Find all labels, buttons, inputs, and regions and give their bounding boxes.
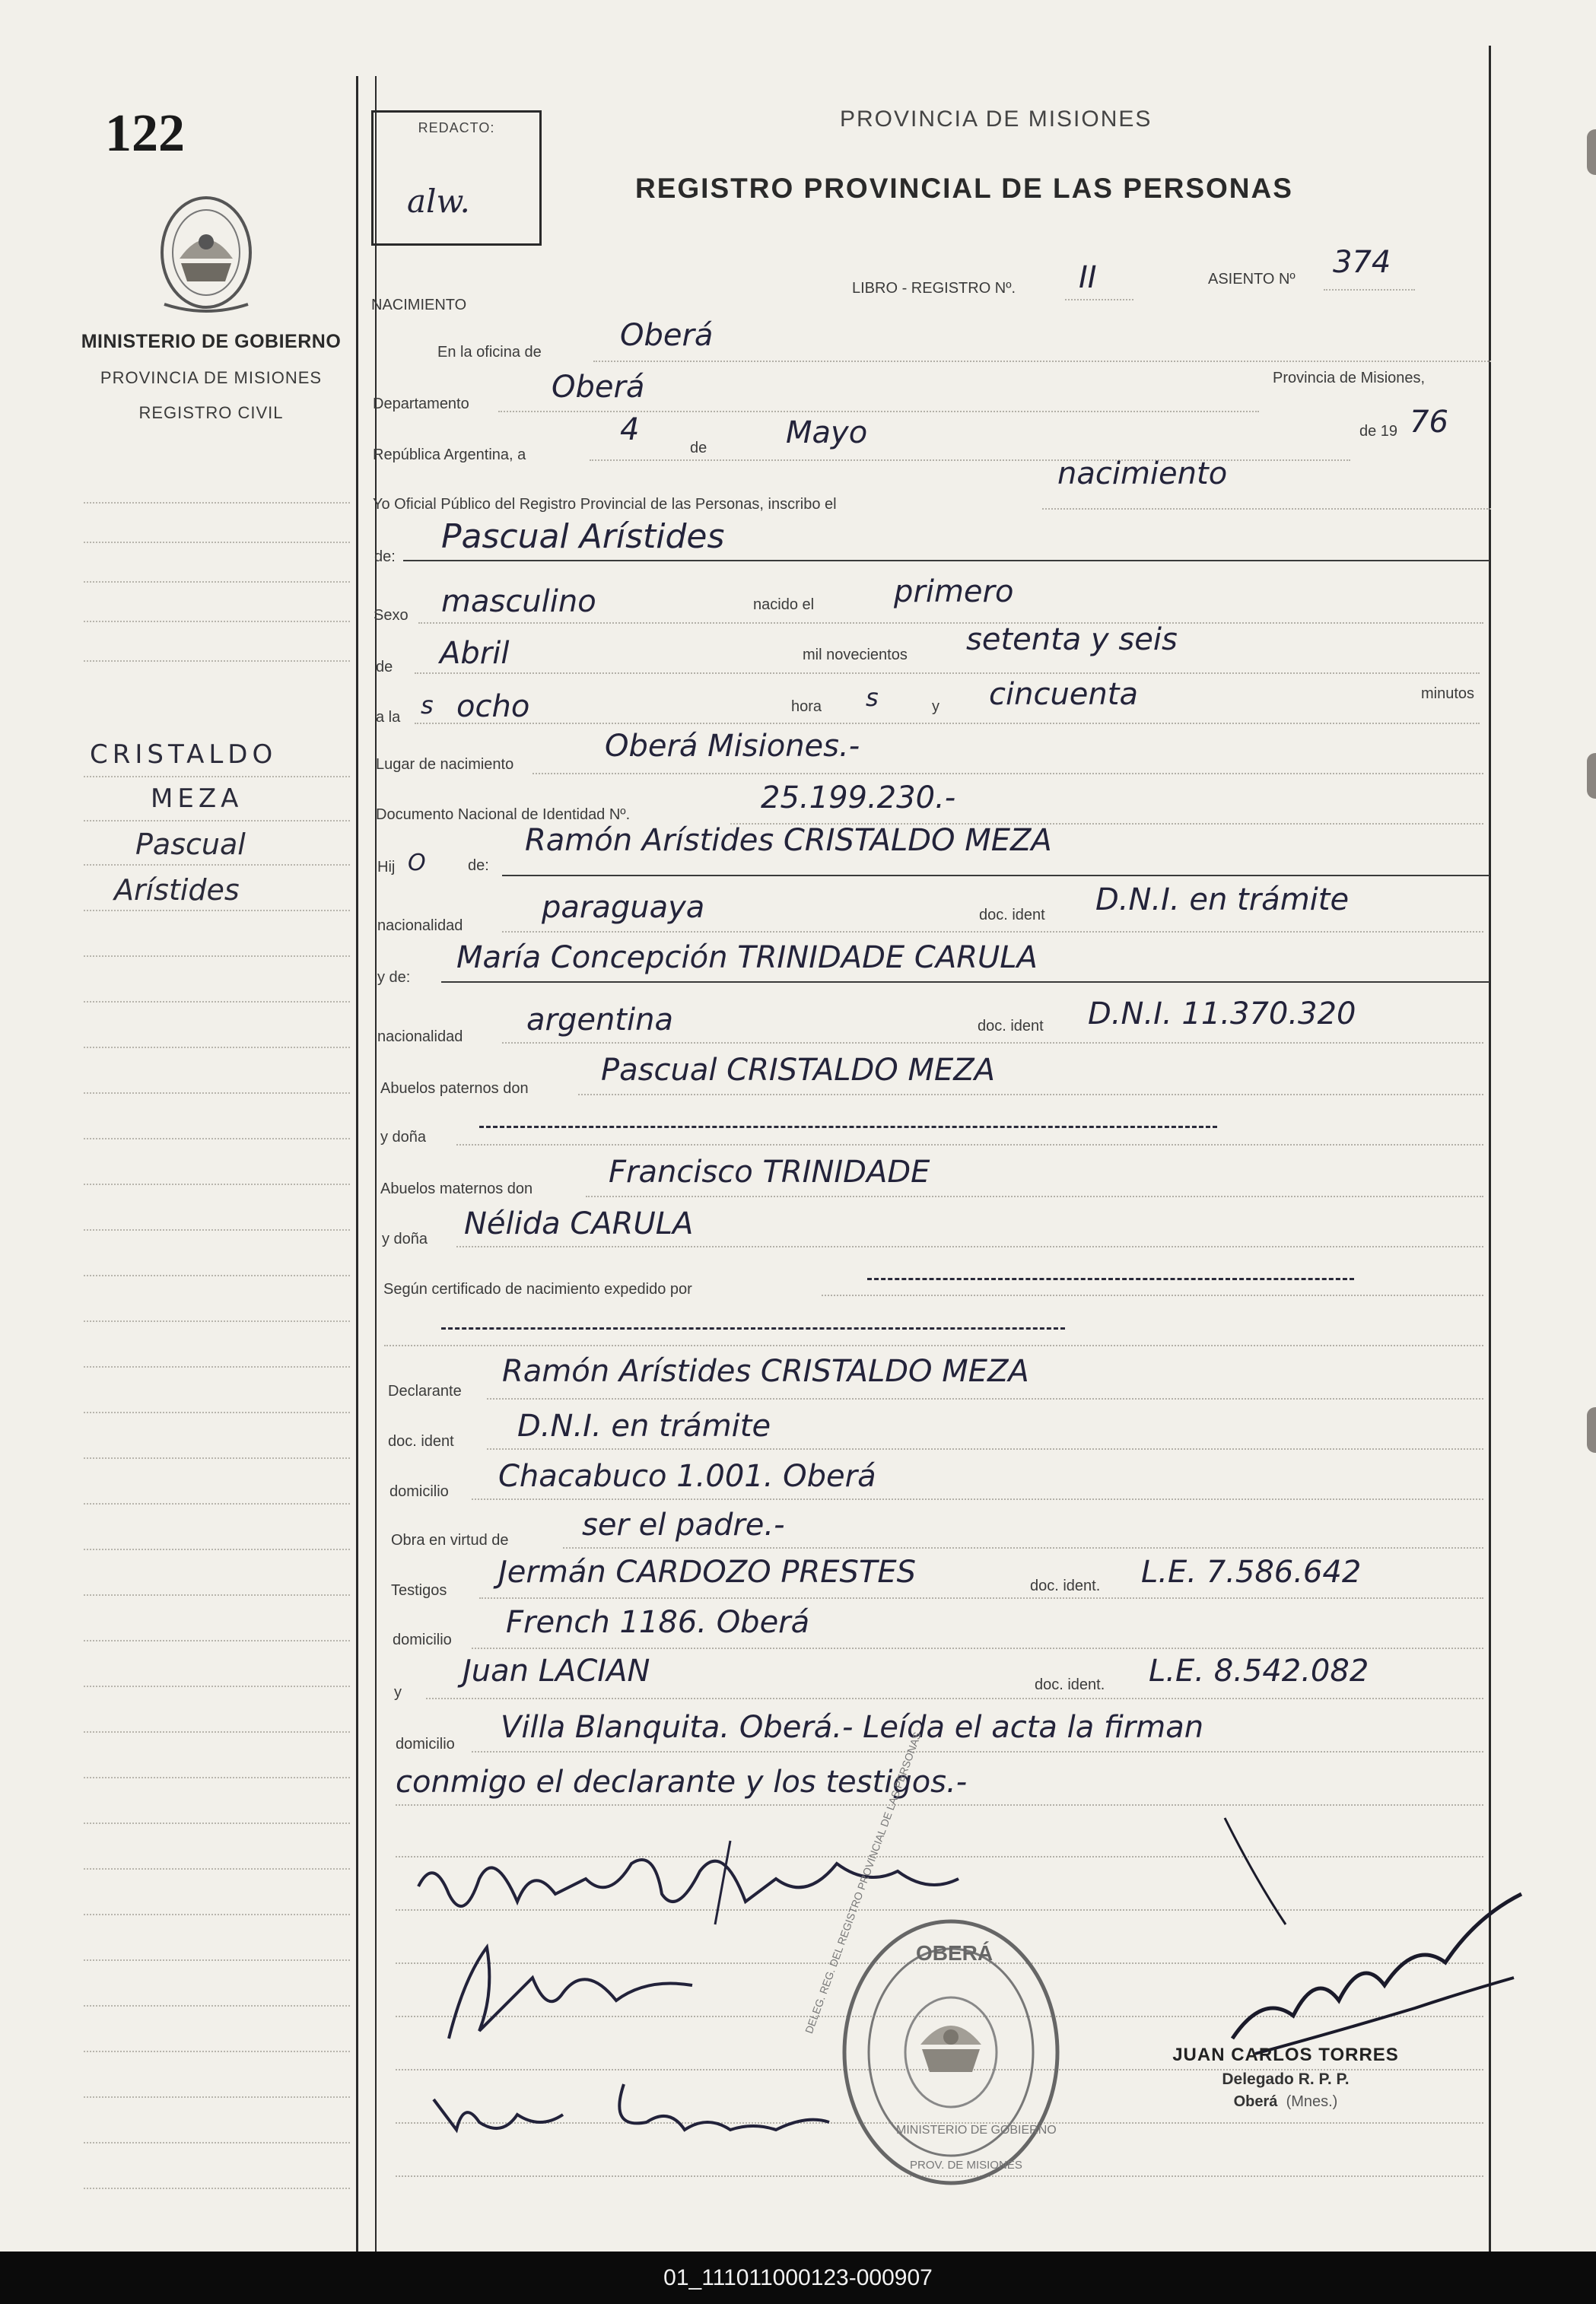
- domicilio2-value: French 1186. Oberá: [506, 1605, 810, 1640]
- nacido-label: nacido el: [753, 596, 815, 613]
- declarante-rule: [487, 1398, 1483, 1400]
- docid4-label: doc. ident.: [1030, 1578, 1101, 1594]
- official-city-line: [1141, 2093, 1430, 2111]
- de-label: de: [690, 440, 707, 456]
- docid3-rule: [487, 1448, 1483, 1450]
- y2-label: y: [394, 1684, 402, 1701]
- nac1-label: nacionalidad: [377, 917, 463, 934]
- month-value: Mayo: [786, 415, 868, 450]
- testigo1-value: Jermán CARDOZO PRESTES: [498, 1555, 917, 1590]
- closing-rule: [396, 1804, 1483, 1806]
- domicilio1-rule: [472, 1498, 1483, 1500]
- asiento-value: 374: [1333, 245, 1391, 280]
- official-role: Delegado R. P. P.: [1222, 2070, 1350, 2088]
- testigo2-rule: [426, 1698, 1483, 1699]
- mother-name: María Concepción TRINIDADE CARULA: [456, 940, 1038, 975]
- minutos-label: minutos: [1421, 685, 1475, 702]
- libro-value: II: [1079, 260, 1097, 295]
- year-label: de 19: [1359, 423, 1398, 440]
- docid5-value: L.E. 8.542.082: [1149, 1654, 1369, 1689]
- oficina-rule: [593, 361, 1491, 362]
- father-rule: [502, 875, 1489, 876]
- domicilio1-label: domicilio: [389, 1483, 449, 1500]
- docid2-label: doc. ident: [978, 1018, 1044, 1034]
- abp-label: Abuelos paternos don: [380, 1080, 529, 1097]
- libro-rule: [1065, 299, 1133, 300]
- official-region: (Mnes.): [1286, 2093, 1338, 2110]
- year-value: 76: [1410, 405, 1448, 440]
- ydona2-rule: [456, 1246, 1483, 1247]
- declarante-label: Declarante: [388, 1383, 462, 1400]
- de3-label: de: [376, 659, 393, 675]
- nacido-value: primero: [894, 574, 1014, 609]
- segun-rule-2: [384, 1345, 1483, 1346]
- testigos-label: Testigos: [391, 1582, 447, 1599]
- obra-rule: [563, 1547, 1483, 1549]
- abm-rule: [586, 1196, 1483, 1197]
- mother-rule: [441, 981, 1489, 983]
- minutos-value: cincuenta: [989, 677, 1138, 712]
- margin-note-line: Arístides: [114, 873, 240, 907]
- redacto-initials: alw.: [407, 183, 470, 220]
- hijo-suffix: O: [408, 850, 426, 876]
- image-id-footer: 01_111011000123-000907: [0, 2252, 1596, 2304]
- departamento-value: Oberá: [552, 370, 645, 405]
- docid2-value: D.N.I. 11.370.320: [1088, 996, 1356, 1031]
- nacido-month: Abril: [440, 636, 510, 671]
- testigos-rule: [479, 1597, 1483, 1599]
- provincia-suffix: Provincia de Misiones,: [1273, 370, 1426, 386]
- hora-s: s: [866, 683, 879, 712]
- y-label: y: [932, 698, 939, 715]
- declarante-value: Ramón Arístides CRISTALDO MEZA: [502, 1354, 1029, 1389]
- domicilio3-label: domicilio: [396, 1736, 455, 1753]
- binding-hole: [1587, 753, 1596, 799]
- stamp-top-text: OBERÁ: [916, 1941, 994, 1965]
- hora-rule: [415, 723, 1480, 724]
- dni-label: Documento Nacional de Identidad Nº.: [376, 806, 631, 823]
- ydona2-label: y doña: [382, 1231, 428, 1247]
- official-city: Oberá: [1233, 2093, 1278, 2110]
- alas-s: s: [421, 691, 434, 720]
- nac2-value: argentina: [526, 1003, 673, 1038]
- official-signature: [1187, 1810, 1537, 2061]
- abp-value: Pascual CRISTALDO MEZA: [601, 1053, 996, 1088]
- stamp-outer-text: DELEG. REG. DEL REGISTRO PROVINCIAL DE LAS PERSONAS: [803, 1730, 924, 2035]
- docid1-value: D.N.I. en trámite: [1095, 882, 1350, 917]
- hijo-de-label: de:: [468, 857, 489, 874]
- asiento-label: ASIENTO Nº: [1208, 271, 1296, 288]
- segun-rule: [822, 1295, 1483, 1296]
- domicilio2-label: domicilio: [393, 1632, 452, 1648]
- witness-signature: [434, 1932, 707, 2054]
- asiento-rule: [1324, 289, 1415, 291]
- testigo2-value: Juan LACIAN: [463, 1654, 650, 1689]
- docid1-label: doc. ident: [979, 907, 1045, 923]
- ydona2-value: Nélida CARULA: [464, 1206, 694, 1241]
- obra-label: Obra en virtud de: [391, 1532, 509, 1549]
- sexo-rule: [418, 622, 1483, 624]
- margin-note-line: Pascual: [135, 828, 246, 861]
- registered-name: Pascual Arístides: [441, 517, 725, 556]
- republica-label: República Argentina, a: [373, 446, 526, 463]
- page-number: 122: [105, 104, 185, 163]
- domicilio3-value: Villa Blanquita. Oberá.- Leída el acta la firman: [501, 1710, 1204, 1745]
- domicilio2-rule: [472, 1648, 1483, 1649]
- yde-label: y de:: [377, 969, 411, 986]
- nac1-rule: [502, 931, 1483, 933]
- name-rule: [403, 560, 1489, 561]
- nac2-rule: [502, 1042, 1483, 1044]
- ministry-province: PROVINCIA DE MISIONES: [100, 368, 323, 387]
- ministry-title: MINISTERIO DE GOBIERNO: [81, 331, 342, 352]
- hora-label: hora: [791, 698, 822, 715]
- abm-value: Francisco TRINIDADE: [609, 1155, 930, 1190]
- docid3-label: doc. ident: [388, 1433, 454, 1450]
- dni-value: 25.199.230.-: [761, 780, 956, 815]
- hijo-label: Hij: [377, 859, 396, 876]
- date-rule: [590, 459, 1350, 461]
- binding-hole: [1587, 129, 1596, 175]
- obra-value: ser el padre.-: [582, 1508, 785, 1543]
- binding-hole: [1587, 1407, 1596, 1453]
- closing-value: conmigo el declarante y los testigos.-: [396, 1765, 968, 1800]
- libro-label: LIBRO - REGISTRO Nº.: [852, 280, 1016, 297]
- docid3-value: D.N.I. en trámite: [517, 1409, 771, 1444]
- act-value: nacimiento: [1057, 456, 1228, 491]
- ministry-registry: REGISTRO CIVIL: [138, 403, 284, 422]
- stamp-inner-text: MINISTERIO DE GOBIERNO: [896, 2124, 1057, 2137]
- abm-label: Abuelos maternos don: [380, 1181, 533, 1197]
- segun-dashes-2: [441, 1327, 1065, 1330]
- oficina-value: Oberá: [620, 318, 714, 353]
- docid5-label: doc. ident.: [1035, 1676, 1105, 1693]
- record-type-label: NACIMIENTO: [371, 297, 467, 313]
- nac2-label: nacionalidad: [377, 1028, 463, 1045]
- official-name: JUAN CARLOS TORRES: [1172, 2045, 1399, 2065]
- milnov-rule: [415, 672, 1480, 674]
- day-value: 4: [620, 412, 640, 447]
- lugar-rule: [533, 773, 1483, 774]
- margin-divider: [356, 76, 358, 2252]
- oficial-statement: Yo Oficial Público del Registro Provincial de las Personas, inscribo el: [373, 496, 837, 513]
- hora-value: ocho: [456, 689, 530, 724]
- father-name: Ramón Arístides CRISTALDO MEZA: [525, 823, 1052, 858]
- lugar-value: Oberá Misiones.-: [605, 729, 860, 764]
- domicilio3-rule: [472, 1751, 1483, 1753]
- margin-note-line: CRISTALDO: [90, 739, 278, 770]
- milnov-value: setenta y seis: [966, 622, 1178, 657]
- segun-label: Según certificado de nacimiento expedido por: [383, 1281, 692, 1298]
- redacto-label: REDACTO:: [418, 120, 495, 135]
- sexo-value: masculino: [441, 584, 596, 619]
- alas-label: a la: [376, 709, 401, 726]
- segun-dashes: [867, 1278, 1354, 1280]
- domicilio1-value: Chacabuco 1.001. Oberá: [498, 1459, 876, 1494]
- departamento-label: Departamento: [373, 396, 469, 412]
- docid4-value: L.E. 7.586.642: [1141, 1555, 1362, 1590]
- abp-rule: [578, 1094, 1483, 1095]
- milnov-label: mil novecientos: [803, 647, 908, 663]
- nac1-value: paraguaya: [542, 890, 705, 925]
- lugar-label: Lugar de nacimiento: [376, 756, 514, 773]
- margin-note-line: MEZA: [151, 783, 243, 814]
- de2-label: de:: [374, 548, 396, 565]
- ydona1-label: y doña: [380, 1129, 427, 1146]
- oficina-label: En la oficina de: [437, 344, 542, 361]
- departamento-rule: [498, 411, 1259, 412]
- ydona1-dashes: [479, 1126, 1217, 1128]
- ydona1-rule: [456, 1144, 1483, 1146]
- redacto-box: [371, 110, 542, 246]
- sexo-label: Sexo: [374, 607, 409, 624]
- act-rule: [1042, 508, 1491, 510]
- registry-heading: REGISTRO PROVINCIAL DE LAS PERSONAS: [635, 173, 1293, 204]
- witness-2-signature: [426, 2069, 837, 2153]
- stamp-bottom-text: PROV. DE MISIONES: [910, 2159, 1022, 2172]
- province-heading: PROVINCIA DE MISIONES: [840, 106, 1152, 132]
- official-block: [1141, 2045, 1430, 2111]
- provincial-coat-of-arms-icon: [149, 190, 263, 319]
